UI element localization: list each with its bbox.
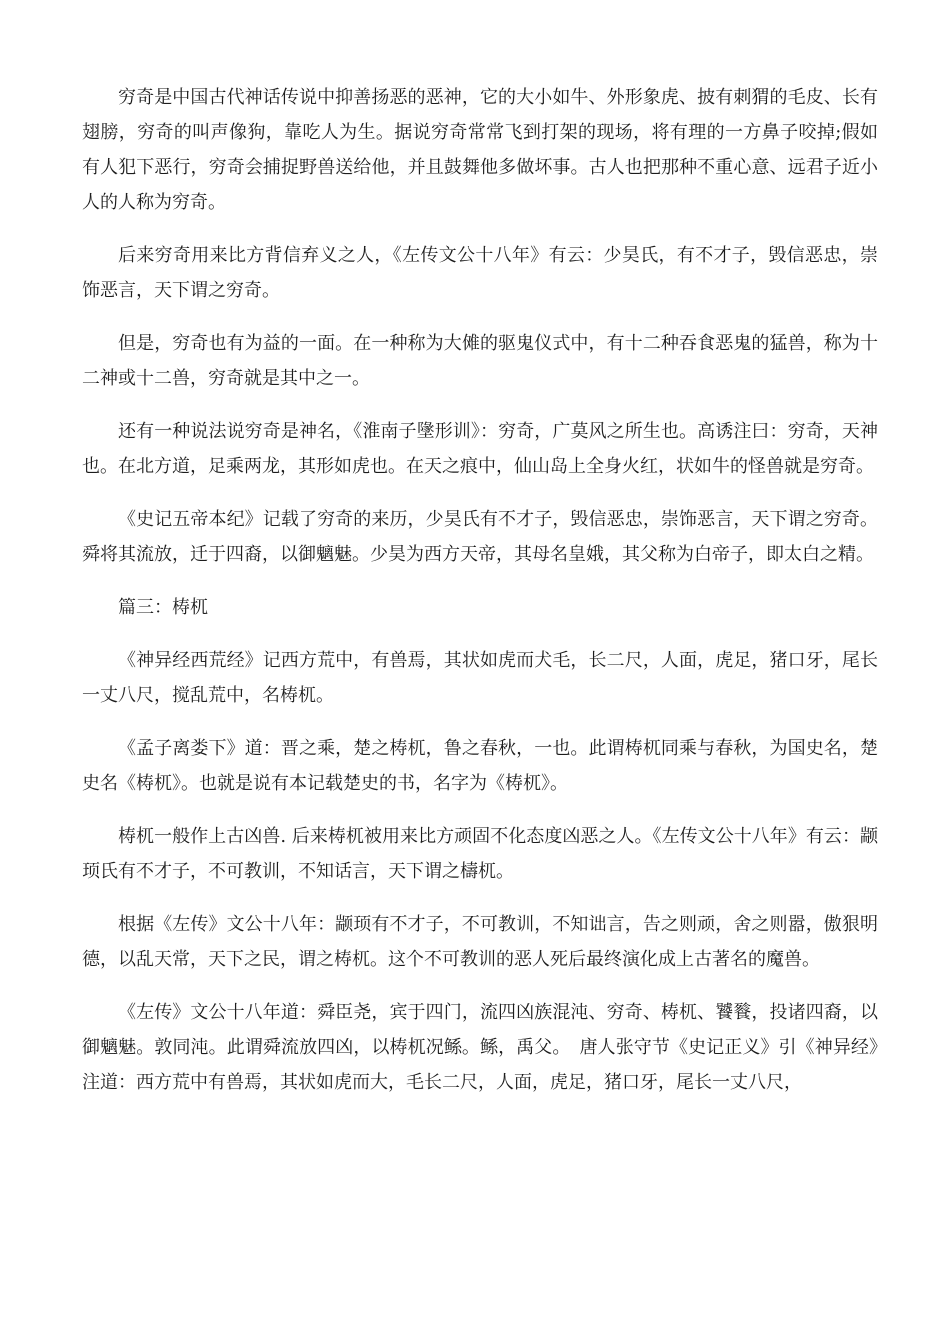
document-page [82,80,878,1118]
paragraph-taowu-shenyijing: 《神异经西荒经》记西方荒中，有兽焉，其状如虎而犬毛，长二尺，人面，虎足，猪口牙，尾长一丈八尺，搅乱荒中，名梼杌。 [82,650,878,706]
paragraph-taowu-mengzi: 《孟子离娄下》道：晋之乘，楚之梼杌，鲁之春秋，一也。此谓梼杌同乘与春秋，为国史名，楚史名《梼杌》。也就是说有本记载楚史的书，名字为《梼杌》。 [82,738,878,794]
paragraph-qiongqi-huainanzi: 还有一种说法说穷奇是神名，《淮南子墬形训》：穷奇，广莫风之所生也。高诱注曰：穷奇，天神也。在北方道，足乘两龙，其形如虎也。在天之痕中，仙山岛上全身火红，状如牛的怪兽就是穷奇。 [82,421,878,477]
paragraph-four-evils: 《左传》文公十八年道：舜臣尧，宾于四门，流四凶族混沌、穷奇、梼杌、饕餮，投诸四裔，以御魑魅。敦同沌。此谓舜流放四凶，以梼杌况鲧。鲧，禹父。 唐人张守节《史记正义》引《神异经》注道：西方荒中有兽焉，其状如虎而大，毛长二尺，人面，虎足，猪口牙，尾长一丈八尺， [82,1002,878,1093]
paragraph-qiongqi-benefit: 但是，穷奇也有为益的一面。在一种称为大傩的驱鬼仪式中，有十二种吞食恶鬼的猛兽，称为十二神或十二兽，穷奇就是其中之一。 [82,333,878,389]
section-heading-taowu: 篇三：梼杌 [118,597,208,618]
paragraph-taowu-beast: 梼杌一般作上古凶兽. 后来梼杌被用来比方顽固不化态度凶恶之人。《左传文公十八年》有云：颛顼氏有不才子，不可教训，不知话言，天下谓之檮杌。 [82,826,878,882]
paragraph-qiongqi-intro: 穷奇是中国古代神话传说中抑善扬恶的恶神，它的大小如牛、外形象虎、披有刺猬的毛皮、长有翅膀，穷奇的叫声像狗，靠吃人为生。据说穷奇常常飞到打架的现场，将有理的一方鼻子咬掉;假如有人犯下恶行，穷奇会捕捉野兽送给他，并且鼓舞他多做坏事。古人也把那种不重心意、远君子近小人的人称为穷奇。 [82,87,878,213]
paragraph-qiongqi-zuozhuan: 后来穷奇用来比方背信弃义之人，《左传文公十八年》有云：少昊氏，有不才子，毁信恶忠，崇饰恶言，天下谓之穷奇。 [82,245,878,301]
paragraph-qiongqi-shiji: 《史记五帝本纪》记载了穷奇的来历，少昊氏有不才子，毁信恶忠，崇饰恶言，天下谓之穷奇。舜将其流放，迁于四裔，以御魑魅。少昊为西方天帝，其母名皇娥，其父称为白帝子，即太白之精。 [82,509,878,565]
paragraph-taowu-zuozhuan: 根据《左传》文公十八年：颛顼有不才子，不可教训，不知诎言，告之则顽，舍之则嚣，傲狠明德，以乱天常，天下之民，谓之梼杌。这个不可教训的恶人死后最终演化成上古著名的魔兽。 [82,914,878,970]
